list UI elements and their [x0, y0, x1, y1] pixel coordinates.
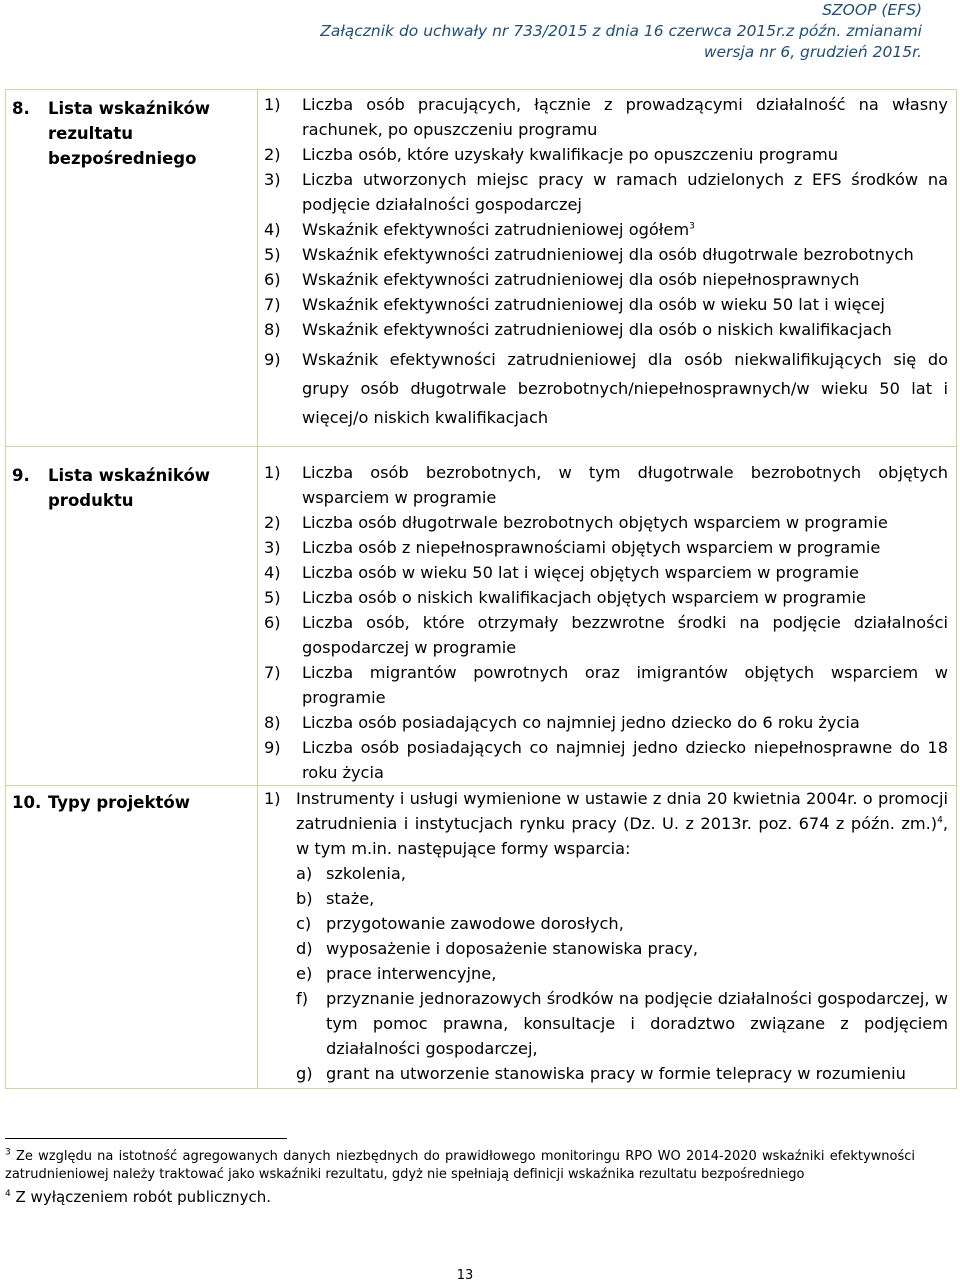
- list-item: 8) Wskaźnik efektywności zatrudnieniowej dla osób o niskich kwalifikacjach: [264, 320, 892, 339]
- list-item: 7) Liczba migrantów powrotnych oraz imigrantów objętych wsparciem w programie: [264, 663, 948, 707]
- project-types-list: [264, 786, 948, 1086]
- list-item: d) wyposażenie i doposażenie stanowiska pracy,: [296, 939, 699, 958]
- list-item: 7) Wskaźnik efektywności zatrudnieniowej dla osób w wieku 50 lat i więcej: [264, 295, 885, 314]
- list-item: 6) Liczba osób, które otrzymały bezzwrotne środki na podjęcie działalności gospodarczej w programie: [264, 613, 948, 657]
- section-label-8: 8. Lista wskaźników rezultatu bezpośredniego: [6, 90, 258, 447]
- section-content-8: [258, 90, 957, 447]
- document-header: [320, 0, 922, 63]
- list-item: 5) Liczba osób o niskich kwalifikacjach objętych wsparciem w programie: [264, 588, 866, 607]
- support-forms-list: [296, 861, 948, 1086]
- section-content-10: [258, 786, 957, 1089]
- list-item: 9) Liczba osób posiadających co najmniej jedno dziecko niepełnosprawne do 18 roku życia: [264, 738, 948, 782]
- list-item: 9) Wskaźnik efektywności zatrudnieniowej dla osób niekwalifikujących się do grupy osób długotrwale bezrobotnych/niepełnosprawnych/w wieku 50 lat i więcej/o niskich kwalifikacjach: [264, 350, 948, 427]
- footnote-ref: 4: [937, 815, 943, 826]
- footnote: $^4$ Z wyłączeniem robót publicznych.: [5, 1188, 272, 1206]
- list-item: 3) Liczba osób z niepełnosprawnościami objętych wsparciem w programie: [264, 538, 881, 557]
- list-item: 3) Liczba utworzonych miejsc pracy w ramach udzielonych z EFS środków na podjęcie działalności gospodarczej: [264, 170, 948, 214]
- list-item: b) staże,: [296, 889, 375, 908]
- footnotes: [5, 1148, 915, 1206]
- footnote: $^3$ Ze względu na istotność agregowanych danych niezbędnych do prawidłowego monitoringu RPO WO 2014-2020 wskaźniki efektywności zatrudnieniowej należy traktować jako wskaźniki rezultatu, gdyż nie spełniają definicji wskaźnika rezultatu bezpośredniego: [5, 1147, 916, 1182]
- list-item: 1) Instrumenty i usługi wymienione w ustawie z dnia 20 kwietnia 2004r. o promocji zatrudnienia i instytucjach rynku pracy (Dz. U. z 2013r. poz. 674 z późn. zm.)$^4$, w tym m.in. następujące formy wsparcia: a) szkolenia, b) staże, c) przygotowanie zawodowe dorosłych, d) wyposażenie i doposażenie stanowiska pracy, e) prace interwencyjne, f) przyznanie jednorazowych środków na podjęcie działalności gospodarczej, w tym pomoc prawna, konsultacje i doradztwo związane z podjęciem działalności gospodarczej, g) grant na utworzenie stanowiska pracy w formie telepracy w rozumieniu: [264, 786, 948, 1086]
- table-row: [6, 447, 957, 786]
- list-item: e) prace interwencyjne,: [296, 964, 497, 983]
- table-row: [6, 786, 957, 1089]
- list-item: 4) Liczba osób w wieku 50 lat i więcej objętych wsparciem w programie: [264, 563, 860, 582]
- list-item: 1) Liczba osób bezrobotnych, w tym długotrwale bezrobotnych objętych wsparciem w programie: [264, 463, 948, 507]
- list-item: 4) Wskaźnik efektywności zatrudnieniowej ogółem$^3$: [264, 220, 695, 239]
- list-item: 2) Liczba osób, które uzyskały kwalifikacje po opuszczeniu programu: [264, 145, 838, 164]
- footnote-separator: [5, 1138, 287, 1139]
- list-item: c) przygotowanie zawodowe dorosłych,: [296, 914, 624, 933]
- list-item: 8) Liczba osób posiadających co najmniej jedno dziecko do 6 roku życia: [264, 713, 860, 732]
- header-version: wersja nr 6, grudzień 2015r.: [703, 43, 922, 61]
- section-label-9: 9. Lista wskaźników produktu: [6, 447, 258, 786]
- list-item: 5) Wskaźnik efektywności zatrudnieniowej dla osób długotrwale bezrobotnych: [264, 245, 914, 264]
- list-item: 2) Liczba osób długotrwale bezrobotnych objętych wsparciem w programie: [264, 513, 888, 532]
- list-item: 1) Liczba osób pracujących, łącznie z prowadzącymi działalność na własny rachunek, po opuszczeniu programu: [264, 95, 948, 139]
- footnote-ref: 3: [689, 221, 695, 232]
- content-table: [5, 89, 957, 1089]
- list-item: 6) Wskaźnik efektywności zatrudnieniowej dla osób niepełnosprawnych: [264, 270, 860, 289]
- list-item: a) szkolenia,: [296, 864, 406, 883]
- section-label-10: 10. Typy projektów: [6, 786, 258, 1089]
- header-attachment: Załącznik do uchwały nr 733/2015 z dnia 16 czerwca 2015r.z późn. zmianami: [320, 22, 922, 40]
- page-number: 13: [456, 1268, 474, 1283]
- section-content-9: [258, 447, 957, 786]
- indicator-list: [264, 92, 948, 432]
- list-item: g) grant na utworzenie stanowiska pracy w formie telepracy w rozumieniu: [296, 1064, 906, 1083]
- header-title: SZOOP (EFS): [822, 1, 922, 19]
- table-row: [6, 90, 957, 447]
- list-item: f) przyznanie jednorazowych środków na podjęcie działalności gospodarczej, w tym pomoc prawna, konsultacje i doradztwo związane z podjęciem działalności gospodarczej,: [296, 989, 948, 1058]
- indicator-list: [264, 460, 948, 785]
